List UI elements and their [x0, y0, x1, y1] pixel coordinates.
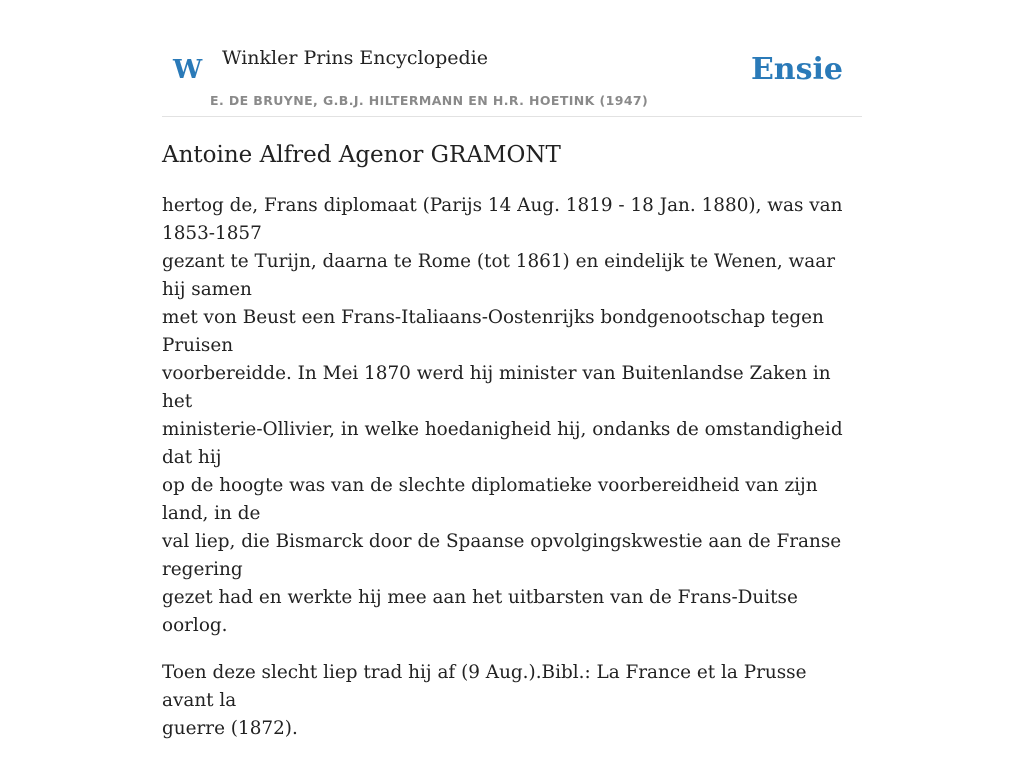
- entry-paragraph: Toen deze slecht liep trad hij af (9 Aug.).Bibl.: La France et la Prusse avant la guerre (1872).: [162, 662, 807, 739]
- ensie-brand-logo[interactable]: Ensie: [750, 52, 843, 87]
- entry-title: Antoine Alfred Agenor GRAMONT: [162, 142, 561, 168]
- source-header: [162, 38, 862, 117]
- source-authors: E. DE BRUYNE, G.B.J. HILTERMANN EN H.R. HOETINK (1947): [210, 93, 649, 108]
- winkler-prins-logo-icon[interactable]: W: [173, 55, 203, 85]
- entry-body: [162, 192, 862, 762]
- source-title[interactable]: Winkler Prins Encyclopedie: [222, 47, 488, 69]
- entry-paragraph: hertog de, Frans diplomaat (Parijs 14 Aug. 1819 - 18 Jan. 1880), was van 1853-1857 gezant te Turijn, daarna te Rome (tot 1861) en eindelijk te Wenen, waar hij samen met von Beust een Frans-Italiaans-Oostenrijks bondgenootschap tegen Pruisen voorbereidde. In Mei 1870 werd hij minister van Buitenlandse Zaken in het ministerie-Ollivier, in welke hoedanigheid hij, ondanks de omstandigheid dat hij op de hoogte was van de slechte diplomatieke voorbereidheid van zijn land, in de val liep, die Bismarck door de Spaanse opvolgingskwestie aan de Franse regering gezet had en werkte hij mee aan het uitbarsten van de Frans-Duitse oorlog.: [162, 195, 843, 636]
